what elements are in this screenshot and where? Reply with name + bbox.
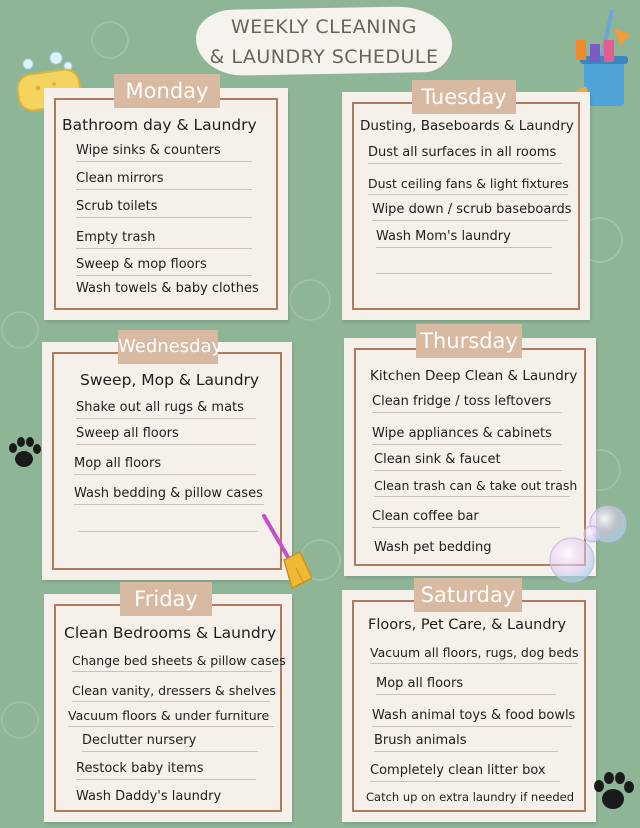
friday-task: Vacuum floors & under furniture	[68, 708, 274, 727]
tuesday-task: Dust all surfaces in all rooms	[368, 145, 562, 164]
tuesday-tag: Tuesday	[412, 80, 516, 114]
thursday-task: Clean trash can & take out trash	[374, 478, 570, 497]
title-line-1: WEEKLY CLEANING	[230, 16, 418, 38]
bubbles-icon	[548, 500, 638, 590]
saturday-task: Completely clean litter box	[370, 763, 560, 782]
monday-task: Empty trash	[76, 230, 252, 249]
monday-task: Scrub toilets	[76, 199, 252, 218]
monday-task: Wipe sinks & counters	[76, 143, 252, 162]
monday-heading: Bathroom day & Laundry	[62, 116, 257, 134]
friday-tag: Friday	[120, 582, 212, 616]
friday-task: Change bed sheets & pillow cases	[72, 653, 272, 672]
wednesday-heading: Sweep, Mop & Laundry	[80, 371, 260, 389]
tuesday-task: Wash Mom's laundry	[376, 229, 552, 248]
broom-icon	[258, 512, 312, 592]
title-line-2: & LAUNDRY SCHEDULE	[209, 46, 439, 68]
tuesday-task: Wipe down / scrub baseboards	[372, 202, 568, 221]
friday-task: Declutter nursery	[82, 733, 258, 752]
wednesday-task: Shake out all rugs & mats	[76, 400, 256, 419]
wednesday-task: Mop all floors	[74, 456, 256, 475]
tuesday-heading: Dusting, Baseboards & Laundry	[360, 118, 574, 134]
saturday-tag: Saturday	[414, 578, 522, 612]
saturday-heading: Floors, Pet Care, & Laundry	[368, 617, 567, 633]
thursday-task: Clean sink & faucet	[374, 452, 562, 471]
friday-task: Wash Daddy's laundry	[76, 789, 222, 804]
thursday-heading: Kitchen Deep Clean & Laundry	[370, 368, 578, 384]
monday-task: Clean mirrors	[76, 171, 252, 190]
friday-heading: Clean Bedrooms & Laundry	[64, 624, 277, 642]
saturday-task: Brush animals	[374, 733, 558, 752]
thursday-task: Clean coffee bar	[372, 509, 560, 528]
monday-task: Sweep & mop floors	[76, 257, 252, 276]
page-title	[196, 12, 452, 72]
paw-print-icon	[588, 766, 638, 816]
wednesday-tag: Wednesday	[118, 330, 218, 364]
thursday-tag: Thursday	[416, 324, 522, 358]
tuesday-blank-line	[376, 272, 552, 274]
friday-task: Restock baby items	[76, 761, 256, 780]
thursday-task: Clean fridge / toss leftovers	[372, 394, 562, 413]
saturday-task: Catch up on extra laundry if needed	[366, 790, 575, 804]
friday-task: Clean vanity, dressers & shelves	[72, 683, 270, 702]
thursday-task: Wash pet bedding	[374, 540, 492, 555]
thursday-task: Wipe appliances & cabinets	[372, 426, 562, 445]
tuesday-task: Dust ceiling fans & light fixtures	[368, 176, 568, 195]
saturday-task: Vacuum all floors, rugs, dog beds	[370, 645, 578, 664]
wednesday-blank-line	[78, 530, 258, 532]
monday-tag: Monday	[114, 74, 220, 108]
saturday-task: Mop all floors	[376, 676, 556, 695]
paw-print-icon	[4, 432, 44, 472]
monday-task: Wash towels & baby clothes	[76, 281, 259, 296]
wednesday-task: Wash bedding & pillow cases	[74, 486, 264, 505]
saturday-task: Wash animal toys & food bowls	[372, 708, 572, 727]
wednesday-task: Sweep all floors	[76, 426, 256, 445]
